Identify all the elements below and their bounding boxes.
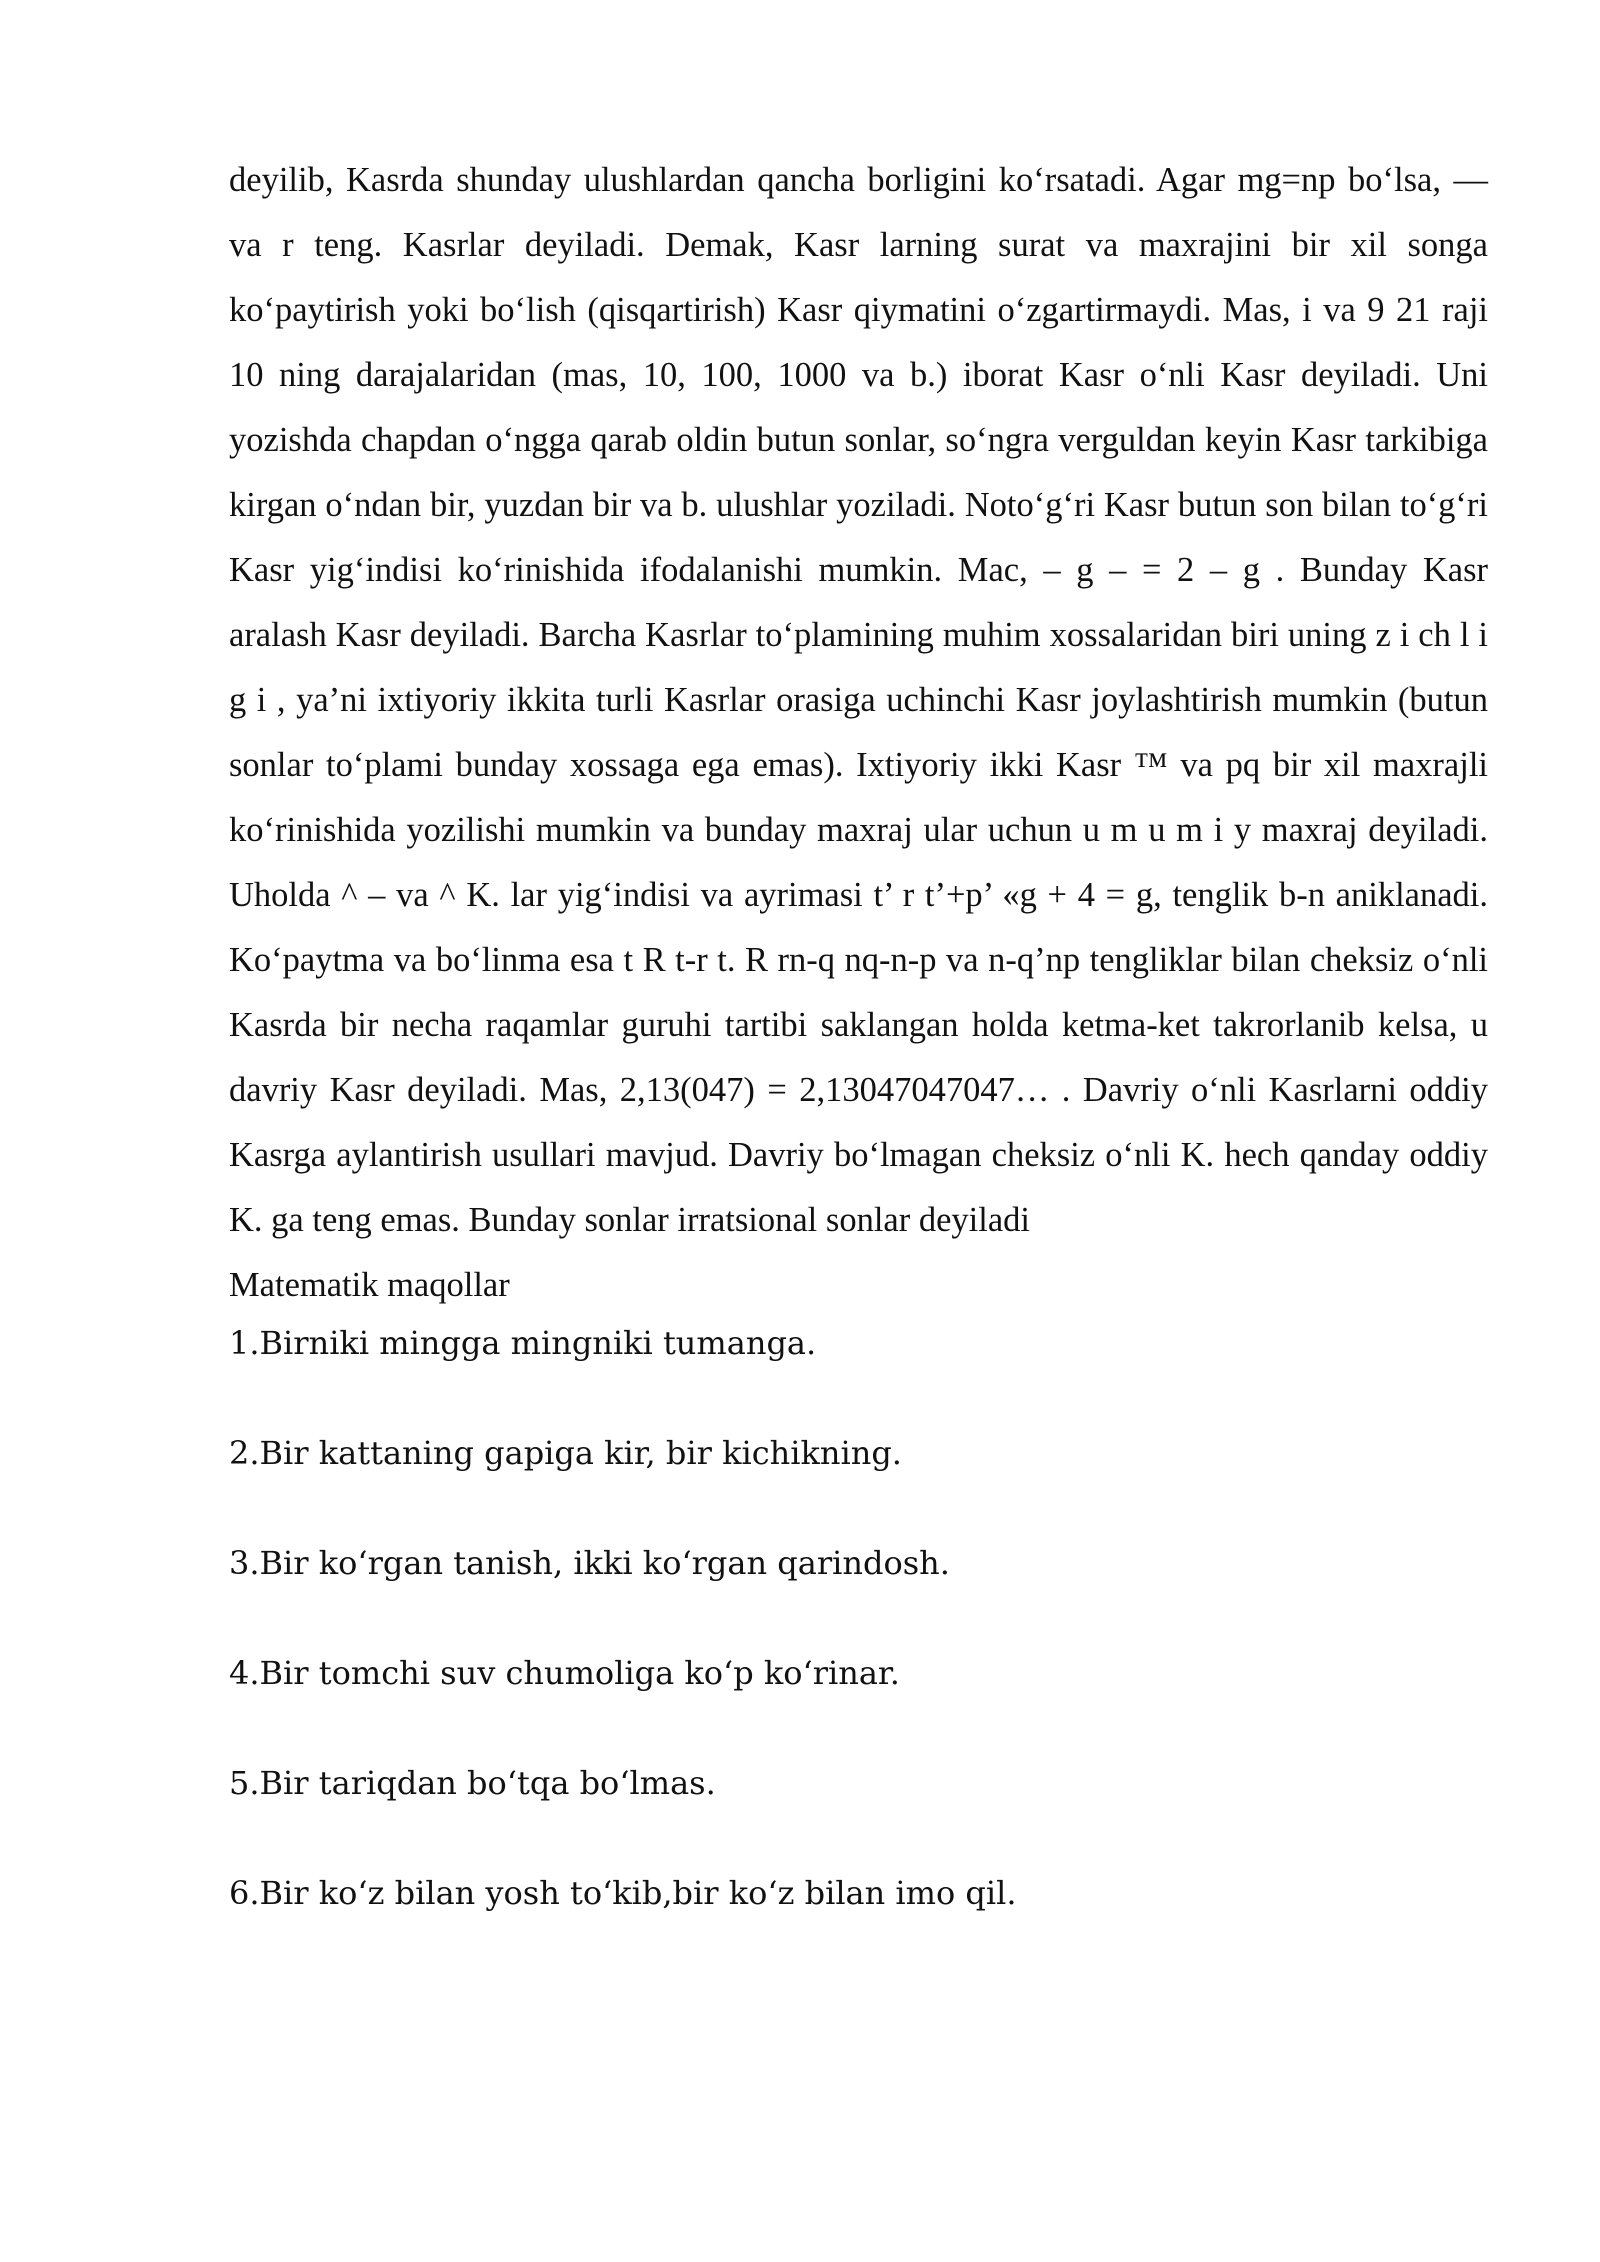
body-paragraph: deyilib, Kasrda shunday ulushlardan qancha borligini ko‘rsatadi. Agar mg=np bo‘lsa, — va r teng. Kasrlar deyiladi. Demak, Kasr larning surat va maxrajini bir xil songa ko‘paytirish yoki bo‘lish (qisqartirish) Kasr qiymatini o‘zgartirmaydi. Mas, i va 9 21 raji 10 ning darajalaridan (mas, 10, 100, 1000 va b.) iborat Kasr o‘nli Kasr deyiladi. Uni yozishda chapdan o‘ngga qarab oldin butun sonlar, so‘ngra verguldan keyin Kasr tarkibiga kirgan o‘ndan bir, yuzdan bir va b. ulushlar yoziladi. Noto‘g‘ri Kasr butun son bilan to‘g‘ri Kasr yig‘indisi ko‘rinishida ifodalanishi mumkin. Mac, – g – = 2 – g . Bunday Kasr aralash Kasr deyiladi. Barcha Kasrlar to‘plamining muhim xossalaridan biri uning z i ch l i g i , ya’ni ixtiyoriy ikkita turli Kasrlar orasiga uchinchi Kasr joylashtirish mumkin (butun sonlar to‘plami bunday xossaga ega emas). Ixtiyoriy ikki Kasr ™ va pq bir xil maxrajli ko‘rinishida yozilishi mumkin va bunday maxraj ular uchun u m u m i y maxraj deyiladi. Uholda ^ – va ^ K. lar yig‘indisi va ayrimasi t’ r t’+p’ «g + 4 = g, tenglik b-n aniklanadi. Ko‘paytma va bo‘linma esa t R t-r t. R rn-q nq-n-p va n-q’np tengliklar bilan cheksiz o‘nli Kasrda bir necha raqamlar guruhi tartibi saklangan holda ketma-ket takrorlanib kelsa, u davriy Kasr deyiladi. Mas, 2,13(047) = 2,13047047047… . Davriy o‘nli Kasrlarni oddiy Kasrga aylantirish usullari mavjud. Davriy bo‘lmagan cheksiz o‘nli K. hech qanday oddiy K. ga teng emas. Bunday sonlar irratsional sonlar deyiladi	[229, 161, 1488, 1239]
proverb-item: 4.Bir tomchi suv chumoliga ko‘p ko‘rinar.	[229, 1654, 900, 1692]
proverb-item: 5.Bir tariqdan bo‘tqa bo‘lmas.	[229, 1764, 716, 1802]
page-content	[229, 148, 1488, 1978]
proverb-item: 3.Bir ko‘rgan tanish, ikki ko‘rgan qarindosh.	[229, 1544, 950, 1582]
proverb-item: 1.Birniki mingga mingniki tumanga.	[229, 1324, 817, 1362]
proverb-item: 2.Bir kattaning gapiga kir, bir kichikning.	[229, 1434, 902, 1472]
section-heading: Matematik maqollar	[229, 1266, 510, 1304]
proverb-item: 6.Bir ko‘z bilan yosh to‘kib,bir ko‘z bilan imo qil.	[229, 1874, 1017, 1912]
proverb-list	[229, 1318, 1488, 1918]
